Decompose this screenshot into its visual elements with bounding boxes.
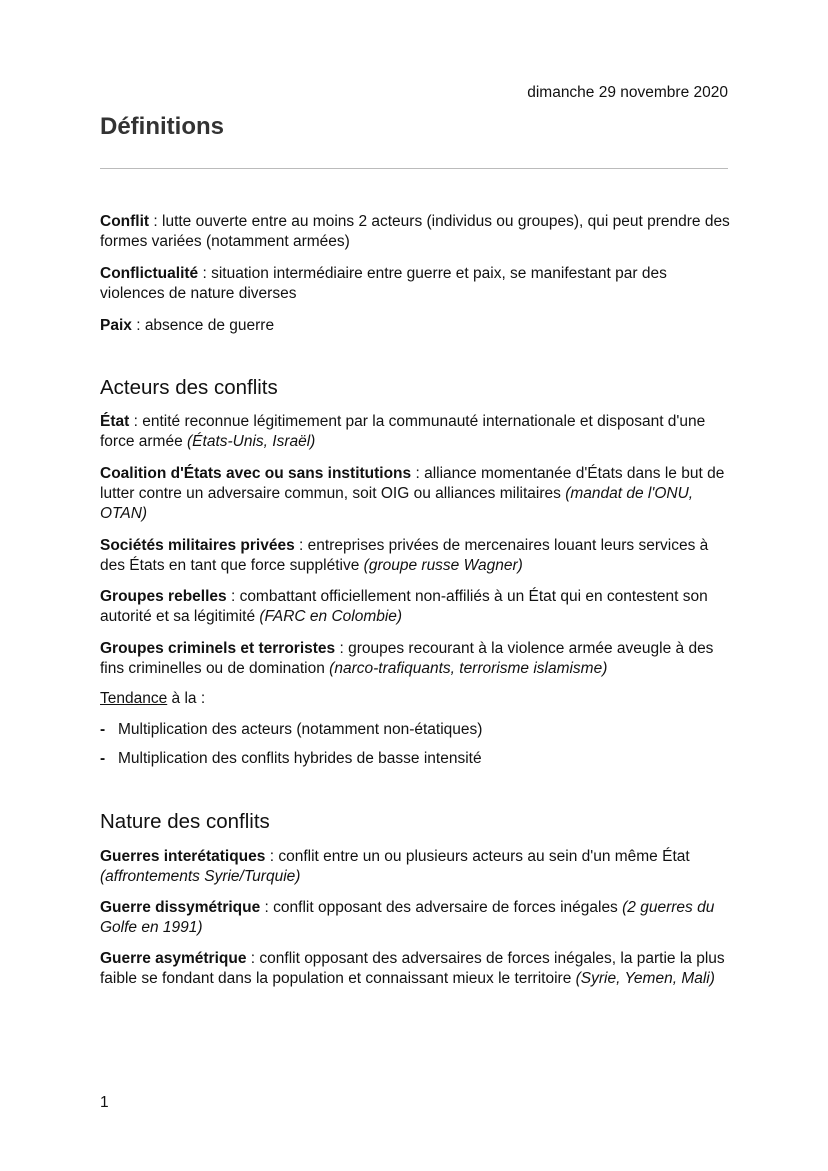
trend-word: Tendance	[100, 690, 168, 707]
example: (2 guerres du Golfe en 1991)	[100, 899, 715, 936]
nature-dissymetrique	[100, 898, 732, 938]
separator: :	[335, 640, 349, 657]
term: Guerre dissymétrique	[100, 899, 261, 916]
term: Guerre asymétrique	[100, 950, 247, 967]
document-date: dimanche 29 novembre 2020	[527, 84, 728, 101]
definition-text: groupes recourant à la violence armée aveugle à des fins criminelles ou de domination	[100, 640, 714, 677]
term: État	[100, 413, 130, 430]
dash-bullet-icon: -	[100, 721, 106, 738]
actor-coalition	[100, 464, 732, 524]
trend-label	[100, 689, 732, 709]
separator: :	[149, 213, 162, 230]
example: (groupe russe Wagner)	[363, 557, 523, 574]
bullet-item	[100, 720, 732, 740]
definition-text: entité reconnue légitimement par la communauté internationale et disposant d'une force armée	[100, 413, 706, 450]
definition-conflictualite	[100, 264, 732, 304]
separator: :	[411, 465, 425, 482]
term: Coalition d'États avec ou sans institutions	[100, 465, 412, 482]
separator: :	[265, 848, 279, 865]
definition-text: combattant officiellement non-affiliés à un État qui en contestent son autorité et sa légitimité	[100, 588, 708, 625]
example: (FARC en Colombie)	[259, 608, 403, 625]
nature-asymetrique	[100, 949, 732, 989]
example: (mandat de l'ONU, OTAN)	[100, 485, 694, 522]
definition-text: absence de guerre	[144, 317, 275, 334]
definition-text: situation intermédiaire entre guerre et paix, se manifestant par des violences de nature diverses	[100, 265, 667, 302]
title-divider	[100, 168, 728, 169]
example: (Syrie, Yemen, Mali)	[575, 970, 715, 987]
separator: :	[260, 899, 274, 916]
term: Conflit	[100, 213, 150, 230]
term: Paix	[100, 317, 132, 334]
example: (affrontements Syrie/Turquie)	[100, 868, 301, 885]
example: (États-Unis, Israël)	[187, 433, 316, 450]
separator: :	[226, 588, 240, 605]
actor-etat	[100, 412, 732, 452]
bullet-text: Multiplication des conflits hybrides de basse intensité	[118, 750, 482, 767]
bullet-text: Multiplication des acteurs (notamment non-étatiques)	[118, 721, 483, 738]
section-heading-nature: Nature des conflits	[100, 810, 270, 833]
term: Sociétés militaires privées	[100, 537, 295, 554]
separator: :	[246, 950, 260, 967]
dash-bullet-icon: -	[100, 750, 106, 767]
term: Groupes criminels et terroristes	[100, 640, 336, 657]
separator: :	[198, 265, 212, 282]
term: Guerres interétatiques	[100, 848, 266, 865]
separator: :	[131, 317, 145, 334]
definition-paix	[100, 316, 732, 336]
term: Groupes rebelles	[100, 588, 227, 605]
bullet-item	[100, 749, 732, 769]
trend-suffix: à la :	[167, 690, 206, 707]
separator: :	[129, 413, 143, 430]
actor-groupes-criminels	[100, 639, 732, 679]
actor-groupes-rebelles	[100, 587, 732, 627]
actor-societes-militaires	[100, 536, 732, 576]
nature-interetatiques	[100, 847, 732, 887]
definition-text: entreprises privées de mercenaires louant leurs services à des États en tant que force supplétive	[100, 537, 709, 574]
definition-text: conflit opposant des adversaire de forces inégales	[273, 899, 623, 916]
definition-text: lutte ouverte entre au moins 2 acteurs (individus ou groupes), qui peut prendre des formes variées (notamment armées)	[100, 213, 730, 250]
definition-text: alliance momentanée d'États dans le but de lutter contre un adversaire commun, soit OIG ou alliances militaires	[100, 465, 725, 502]
definition-text: conflit entre un ou plusieurs acteurs au sein d'un même État	[278, 848, 690, 865]
page-title: Définitions	[100, 113, 224, 140]
definition-conflit	[100, 212, 732, 252]
section-heading-acteurs: Acteurs des conflits	[100, 376, 278, 399]
separator: :	[294, 537, 308, 554]
page-number: 1	[100, 1094, 109, 1111]
definition-text: conflit opposant des adversaires de forces inégales, la partie la plus faible se fondant dans la population et connaissant mieux le territoire	[100, 950, 725, 987]
term: Conflictualité	[100, 265, 199, 282]
example: (narco-trafiquants, terrorisme islamisme)	[329, 660, 608, 677]
